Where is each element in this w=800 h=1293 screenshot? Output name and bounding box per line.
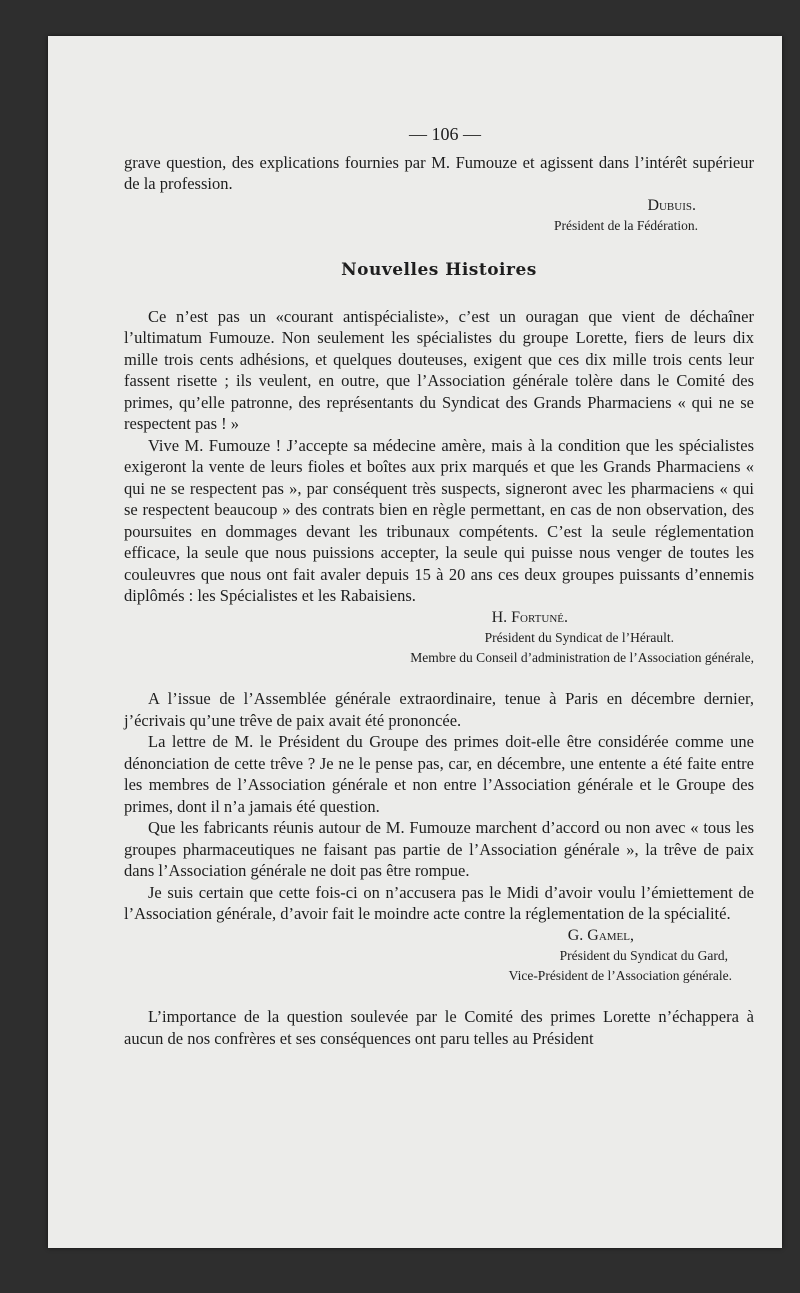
paragraph-gamel-1: A l’issue de l’Assemblée générale extraordinaire, tenue à Paris en décembre dernier, j’écrivais qu’une trêve de paix avait été prononcée. (124, 689, 754, 730)
section-heading: Nouvelles Histoires (341, 260, 537, 280)
signature-gamel-title: Président du Syndicat du Gard, (559, 948, 728, 963)
paragraph-fumouze-1: Ce n’est pas un «courant antispécialiste», c’est un ouragan que vient de déchaîner l’ultimatum Fumouze. Non seulement les spécialistes du groupe Lorette, fiers de leurs dix mille trois cents adhésions, et quelques douteuses, exigent que ces dix mille trois cents leur fassent risette ; ils veulent, en outre, que l’Association générale tolère dans le Comité des primes, qu’elle patronne, des représentants du Syndicat des Grands Pharmaciens « qui ne se respectent pas ! » (124, 306, 754, 433)
signature-gamel-name: G. Gamel, (567, 926, 634, 944)
page-number: — 106 — (409, 124, 481, 144)
signature-dubuis-name: Dubuis. (647, 196, 696, 214)
signature-gamel-title2: Vice-Président de l’Association générale. (508, 968, 732, 983)
intro-paragraph: grave question, des explications fournies par M. Fumouze et agissent dans l’intérêt supérieur de la profession. (124, 152, 754, 193)
paragraph-gamel-3: Que les fabricants réunis autour de M. Fumouze marchent d’accord ou non avec « tous les groupes pharmaceutiques ne faisant pas partie de l’Association générale », la trêve de paix dans l’Association générale ne doit pas être rompue. (124, 818, 754, 880)
signature-fortune-title: Président du Syndicat de l’Hérault. (484, 630, 674, 645)
signature-dubuis-title: Président de la Fédération. (554, 218, 698, 233)
signature-fortune-name: H. Fortuné. (491, 608, 568, 626)
signature-fortune-title2: Membre du Conseil d’administration de l’Association générale, (410, 650, 754, 665)
paragraph-gamel-4: Je suis certain que cette fois-ci on n’accusera pas le Midi d’avoir voulu l’émiettement de l’Association générale, d’avoir fait le moindre acte contre la réglementation de la spécialité. (124, 882, 754, 923)
page-text (124, 124, 754, 1049)
paragraph-fumouze-2: Vive M. Fumouze ! J’accepte sa médecine amère, mais à la condition que les spécialistes exigeront la vente de leurs fioles et boîtes aux prix marqués et que les Grands Pharmaciens « qui ne se respectent pas », par conséquent très suspects, signeront avec les pharmaciens « qui se respectent beaucoup » des contrats bien en règle permettant, en cas de non observation, des poursuites en dommages devant les tribunaux compétents. C’est la seule réglementation efficace, la seule que nous puissions accepter, la seule qui puisse nous venger de toutes les couleuvres que nous ont fait avaler depuis 15 à 20 ans ces deux groupes puissants d’ennemis diplômés : les Spécialistes et les Rabaisiens. (124, 435, 754, 605)
paragraph-gamel-2: La lettre de M. le Président du Groupe des primes doit-elle être considérée comme une dénonciation de cette trêve ? Je ne le pense pas, car, en décembre, une entente a été faite entre les membres de l’Association générale et non entre l’Association générale et le Groupe des primes, dont il n’a jamais été question. (124, 732, 754, 816)
paragraph-final: L’importance de la question soulevée par le Comité des primes Lorette n’échappera à aucun de nos confrères et ses conséquences ont paru telles au Président (124, 1007, 754, 1048)
